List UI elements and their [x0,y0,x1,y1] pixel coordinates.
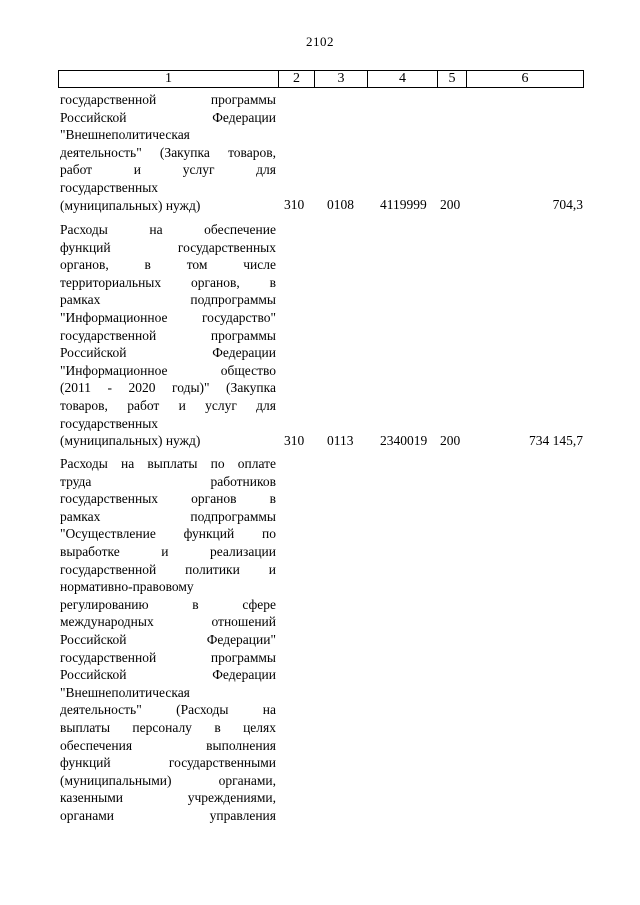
description-line: казенными учреждениями, [60,790,276,806]
description-line: обеспечения выполнения [60,737,276,753]
header-col-5: 5 [437,71,466,87]
header-col-1: 1 [165,71,172,86]
description-line: Российской Федерации [60,345,276,361]
description-line: территориальных органов, в [60,274,276,290]
table-row-2-description [60,221,276,450]
table-row-3-description [60,455,276,824]
description-line: труда работников [60,473,276,489]
description-line: "Осуществление функций по [60,526,276,542]
row-2-col-6: 734 145,7 [529,433,583,448]
description-line: государственных органов в [60,491,276,507]
description-line: регулированию в сфере [60,596,276,612]
description-line: деятельность" (Расходы на [60,702,276,718]
description-line: (2011 - 2020 годы)" (Закупка [60,380,276,396]
description-line: Российской Федерации [60,667,276,683]
description-line: нормативно-правовому [60,579,194,595]
description-line: государственной политики и [60,561,276,577]
description-line: государственной программы [60,92,276,107]
header-col-6: 6 [466,71,583,87]
description-line: Расходы на обеспечение [60,222,276,237]
page-number: 2102 [306,34,334,49]
description-line: выплаты персоналу в целях [60,719,276,735]
description-line: "Внешнеполитическая [60,684,190,700]
table-row-1-description [60,91,276,214]
description-line: работ и услуг для [60,162,276,178]
description-line: государственных [60,179,159,195]
table-header-row [58,70,584,88]
header-col-3: 3 [314,71,367,87]
row-1-col-6: 704,3 [552,197,583,212]
row-2-col-2: 310 [284,433,305,448]
description-line: Российской Федерации [60,109,276,125]
row-2-col-3: 0113 [327,433,354,448]
description-line: функций государственными [60,755,276,771]
description-line: международных отношений [60,614,276,630]
description-line: деятельность" (Закупка товаров, [60,144,276,160]
row-1-col-2: 310 [284,197,305,212]
description-line: "Информационное общество [60,362,276,378]
row-1-col-4: 4119999 [380,197,427,212]
description-line: органов, в том числе [60,257,276,273]
description-line: "Информационное государство" [60,309,276,325]
description-line: государственной программы [60,649,276,665]
row-1-col-3: 0108 [327,197,354,212]
description-line: функций государственных [60,239,276,255]
row-1-col-5: 200 [440,197,461,212]
row-2-col-5: 200 [440,433,461,448]
header-col-2: 2 [278,71,314,87]
description-line: государственной программы [60,327,276,343]
description-line: государственных [60,415,159,431]
description-line: рамках подпрограммы [60,292,276,308]
description-line: выработке и реализации [60,543,276,559]
description-line: органами управления [60,807,276,823]
row-2-col-4: 2340019 [380,433,428,448]
description-line: Российской Федерации" [60,631,276,647]
description-line: (муниципальных) нужд) [60,197,201,213]
description-line: товаров, работ и услуг для [60,397,276,413]
description-line: Расходы на выплаты по оплате [60,456,276,471]
description-line: (муниципальных) нужд) [60,433,201,449]
description-line: (муниципальными) органами, [60,772,276,788]
description-line: рамках подпрограммы [60,508,276,524]
description-line: "Внешнеполитическая [60,127,190,143]
header-col-4: 4 [367,71,437,87]
